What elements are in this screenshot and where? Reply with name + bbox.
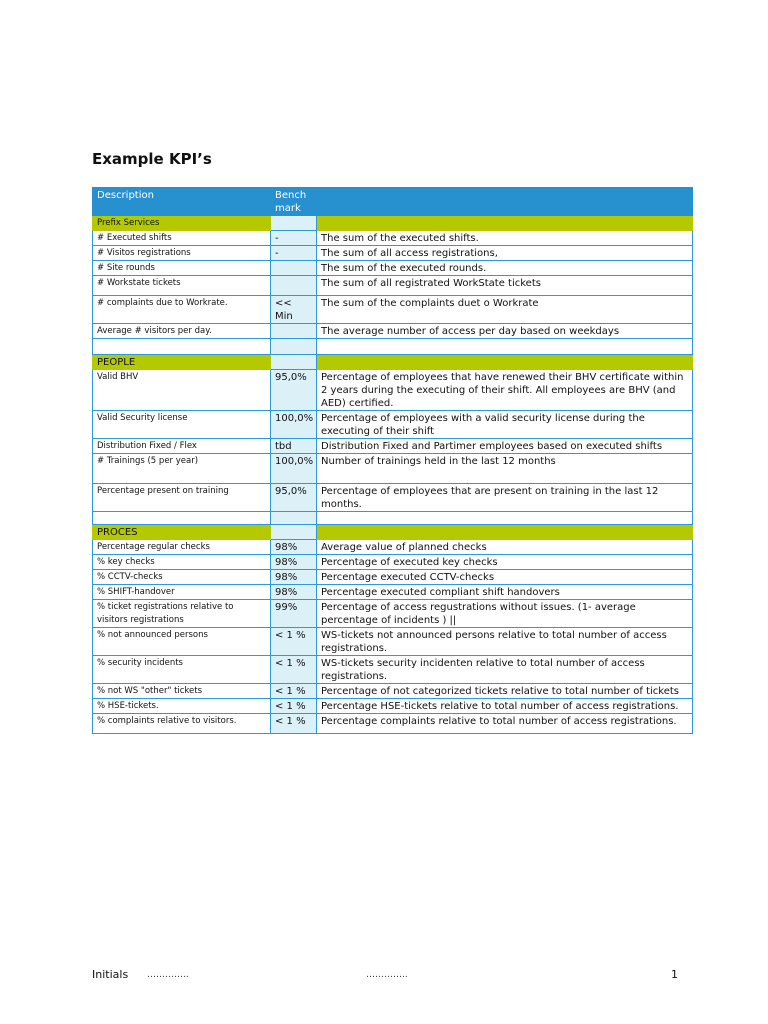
section-label: PEOPLE — [93, 355, 271, 370]
section-row — [93, 216, 693, 231]
table-row — [93, 684, 693, 699]
kpi-description: Percentage present on training — [93, 484, 271, 512]
kpi-explanation: The sum of all access registrations, — [317, 246, 693, 261]
section-bench-cell — [271, 355, 317, 370]
kpi-benchmark: 95,0% — [271, 370, 317, 411]
kpi-benchmark: < 1 % — [271, 714, 317, 734]
table-row — [93, 600, 693, 628]
kpi-explanation: Percentage HSE-tickets relative to total number of access registrations. — [317, 699, 693, 714]
kpi-description: % not WS "other" tickets — [93, 684, 271, 699]
table-row — [93, 512, 693, 525]
kpi-explanation: Percentage complaints relative to total number of access registrations. — [317, 714, 693, 734]
table-row — [93, 714, 693, 734]
page-number: 1 — [671, 968, 678, 981]
kpi-description: # Workstate tickets — [93, 276, 271, 296]
kpi-benchmark: < 1 % — [271, 628, 317, 656]
kpi-description: % security incidents — [93, 656, 271, 684]
table-row — [93, 324, 693, 339]
section-label: Prefix Services — [93, 216, 271, 231]
table-row — [93, 231, 693, 246]
kpi-explanation: The sum of the complaints duet o Workrate — [317, 296, 693, 324]
section-bench-cell — [271, 525, 317, 540]
kpi-description: % complaints relative to visitors. — [93, 714, 271, 734]
kpi-benchmark: < 1 % — [271, 684, 317, 699]
kpi-description: Valid BHV — [93, 370, 271, 411]
section-row — [93, 525, 693, 540]
kpi-explanation: The average number of access per day based on weekdays — [317, 324, 693, 339]
kpi-explanation: Percentage of not categorized tickets relative to total number of tickets — [317, 684, 693, 699]
kpi-description: # Visitos registrations — [93, 246, 271, 261]
kpi-benchmark: - — [271, 231, 317, 246]
kpi-benchmark: 98% — [271, 570, 317, 585]
kpi-benchmark: 98% — [271, 540, 317, 555]
table-row — [93, 454, 693, 484]
section-row — [93, 355, 693, 370]
section-label: PROCES — [93, 525, 271, 540]
kpi-description: Percentage regular checks — [93, 540, 271, 555]
kpi-benchmark: 98% — [271, 555, 317, 570]
kpi-explanation: Number of trainings held in the last 12 months — [317, 454, 693, 484]
kpi-explanation: WS-tickets not announced persons relative to total number of access registrations. — [317, 628, 693, 656]
table-row — [93, 439, 693, 454]
kpi-description: % HSE-tickets. — [93, 699, 271, 714]
section-fill-cell — [317, 525, 693, 540]
table-row — [93, 339, 693, 355]
kpi-benchmark: 98% — [271, 585, 317, 600]
kpi-description: % not announced persons — [93, 628, 271, 656]
kpi-benchmark: tbd — [271, 439, 317, 454]
kpi-explanation: Percentage executed compliant shift handovers — [317, 585, 693, 600]
kpi-explanation — [317, 512, 693, 525]
table-row — [93, 296, 693, 324]
table-row — [93, 555, 693, 570]
table-row — [93, 370, 693, 411]
kpi-table — [92, 187, 693, 734]
kpi-benchmark: 99% — [271, 600, 317, 628]
kpi-explanation: Percentage of executed key checks — [317, 555, 693, 570]
section-bench-cell — [271, 216, 317, 231]
kpi-explanation: Percentage executed CCTV-checks — [317, 570, 693, 585]
section-fill-cell — [317, 216, 693, 231]
kpi-benchmark — [271, 261, 317, 276]
kpi-description: # complaints due to Workrate. — [93, 296, 271, 324]
header-explanation — [317, 188, 693, 216]
table-row — [93, 699, 693, 714]
kpi-benchmark: 100,0% — [271, 411, 317, 439]
kpi-description: # Executed shifts — [93, 231, 271, 246]
kpi-description — [93, 512, 271, 525]
footer-initials-label: Initials — [92, 968, 129, 981]
header-benchmark: Bench mark — [271, 188, 317, 216]
kpi-explanation: Distribution Fixed and Partimer employees based on executed shifts — [317, 439, 693, 454]
kpi-description: # Trainings (5 per year) — [93, 454, 271, 484]
table-row — [93, 585, 693, 600]
kpi-benchmark: < 1 % — [271, 656, 317, 684]
kpi-description: # Site rounds — [93, 261, 271, 276]
kpi-explanation: The sum of the executed rounds. — [317, 261, 693, 276]
table-row — [93, 276, 693, 296]
kpi-description: Valid Security license — [93, 411, 271, 439]
table-row — [93, 540, 693, 555]
kpi-explanation: Percentage of employees that are present on training in the last 12 months. — [317, 484, 693, 512]
kpi-description: Distribution Fixed / Flex — [93, 439, 271, 454]
table-row — [93, 656, 693, 684]
footer-initials-dots-2: ………….. — [366, 970, 408, 980]
kpi-explanation: Percentage of access regustrations without issues. (1- average percentage of incidents ) || — [317, 600, 693, 628]
table-row — [93, 246, 693, 261]
kpi-explanation: The sum of the executed shifts. — [317, 231, 693, 246]
kpi-explanation — [317, 339, 693, 355]
kpi-table-body — [93, 188, 693, 734]
kpi-benchmark — [271, 339, 317, 355]
section-fill-cell — [317, 355, 693, 370]
kpi-benchmark: - — [271, 246, 317, 261]
kpi-description: % key checks — [93, 555, 271, 570]
table-row — [93, 628, 693, 656]
footer-initials-dots-1: ………….. — [147, 970, 189, 980]
kpi-description: % CCTV-checks — [93, 570, 271, 585]
kpi-benchmark — [271, 276, 317, 296]
table-header-row — [93, 188, 693, 216]
kpi-description: Average # visitors per day. — [93, 324, 271, 339]
header-description: Description — [93, 188, 271, 216]
table-row — [93, 411, 693, 439]
kpi-explanation: Percentage of employees with a valid security license during the executing of their shift — [317, 411, 693, 439]
kpi-explanation: The sum of all registrated WorkState tickets — [317, 276, 693, 296]
kpi-benchmark: << Min — [271, 296, 317, 324]
table-row — [93, 261, 693, 276]
kpi-benchmark: 100,0% — [271, 454, 317, 484]
kpi-explanation: Percentage of employees that have renewed their BHV certificate within 2 years during the executing of their shift. All employees are BHV (and AED) certified. — [317, 370, 693, 411]
table-row — [93, 570, 693, 585]
kpi-description: % ticket registrations relative to visitors registrations — [93, 600, 271, 628]
table-row — [93, 484, 693, 512]
kpi-explanation: WS-tickets security incidenten relative to total number of access registrations. — [317, 656, 693, 684]
kpi-benchmark: < 1 % — [271, 699, 317, 714]
page-title: Example KPI’s — [92, 150, 212, 168]
kpi-benchmark — [271, 324, 317, 339]
kpi-benchmark — [271, 512, 317, 525]
kpi-description — [93, 339, 271, 355]
kpi-benchmark: 95,0% — [271, 484, 317, 512]
kpi-description: % SHIFT-handover — [93, 585, 271, 600]
kpi-explanation: Average value of planned checks — [317, 540, 693, 555]
